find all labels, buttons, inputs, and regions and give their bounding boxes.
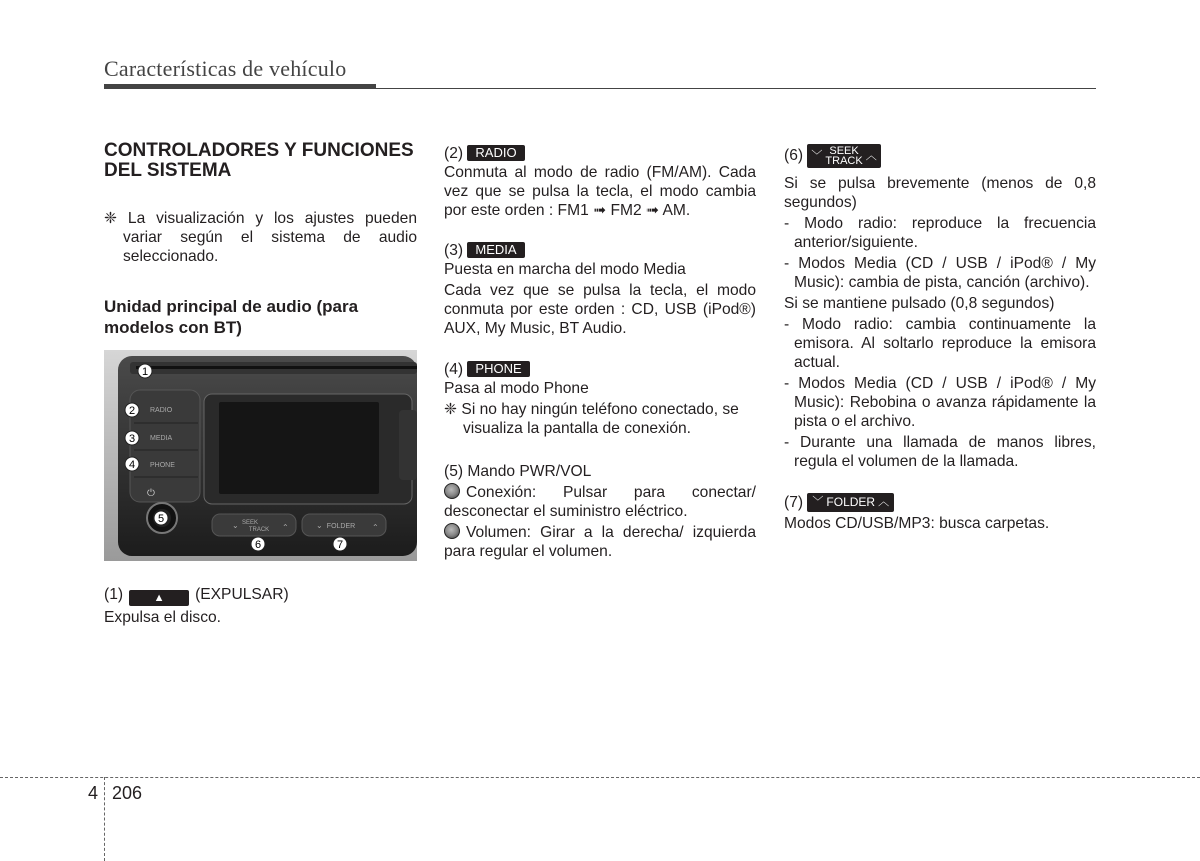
page-number: 206 (112, 783, 143, 803)
track-label: TRACK (248, 527, 270, 533)
middle-column (444, 144, 756, 561)
callout-7: 7 (336, 539, 344, 551)
folder-label: FOLDER (326, 523, 356, 530)
chapter-number: 4 (88, 783, 99, 803)
chevron-up-icon: ︿ (878, 496, 890, 509)
right-column (784, 144, 1096, 533)
list-item: - Modo radio: reproduce la frecuencia anterior/siguiente. (784, 215, 1096, 251)
item-1 (104, 585, 417, 627)
list-item: - Modos Media (CD / USB / iPod® / My Music): Rebobina o avanza rápidamente la pista o el archivo. (784, 375, 1096, 430)
item-1-description: Expulsa el disco. (104, 609, 222, 626)
chevron-down-icon: ⌄ (232, 521, 239, 530)
item-4-prefix: (4) (444, 361, 464, 378)
item-1-prefix: (1) (104, 586, 124, 603)
list-item: - Modos Media (CD / USB / iPod® / My Music): cambia de pista, canción (archivo). (784, 255, 1096, 291)
chevron-up-icon: ⌃ (282, 523, 289, 532)
item-3-prefix: (3) (444, 242, 464, 259)
item-6-short-press-intro: Si se pulsa brevemente (menos de 0,8 segundos) (784, 175, 1096, 211)
radio-button-label: RADIO (150, 407, 173, 414)
seek-track-badge: ﹀ SEEK TRACK ︿ (807, 144, 880, 168)
left-column (104, 141, 417, 338)
item-2-description: Conmuta al modo de radio (FM/AM). Cada vez que se pulsa la tecla, el modo cambia por este orden : FM1 ➟ FM2 ➟ AM. (444, 164, 756, 219)
item-3-description-2: Cada vez que se pulsa la tecla, el modo conmuta por este orden : CD, USB (iPod®) AUX, My Music, BT Audio. (444, 282, 756, 337)
eject-icon: ▲ (129, 590, 189, 606)
section-heading: CONTROLADORES Y FUNCIONES DEL SISTEMA (104, 140, 414, 181)
callout-6: 6 (254, 539, 262, 551)
item-5-title: (5) Mando PWR/VOL (444, 463, 592, 480)
header-rule-accent (104, 84, 376, 89)
item-6-long-press-list (784, 315, 1096, 471)
list-item: - Modo radio: cambia continuamente la emisora. Al soltarlo reproduce la emisora actual. (784, 316, 1096, 371)
phone-button-label: PHONE (150, 462, 175, 469)
callout-1: 1 (141, 366, 149, 378)
chevron-up-icon: ︿ (865, 149, 877, 162)
chevron-down-icon: ⌄ (316, 521, 323, 530)
item-6-prefix: (6) (784, 147, 804, 165)
list-item: - Durante una llamada de manos libres, regula el volumen de la llamada. (784, 434, 1096, 470)
folder-badge: ﹀ FOLDER ︿ (807, 493, 894, 512)
media-button-label: MEDIA (150, 435, 173, 442)
footer-rule (0, 777, 1200, 778)
media-badge: MEDIA (467, 242, 524, 258)
subsection-heading: Unidad principal de audio (para modelos con BT) (104, 297, 359, 337)
item-4-note: ❈ Si no hay ningún teléfono conectado, se visualiza la pantalla de conexión. (444, 401, 739, 437)
callout-3: 3 (128, 433, 136, 445)
callout-5: 5 (157, 513, 165, 525)
phone-badge: PHONE (467, 361, 529, 377)
radio-badge: RADIO (467, 145, 524, 161)
item-3-description-1: Puesta en marcha del modo Media (444, 261, 686, 278)
page-header-title: Características de vehículo (104, 56, 347, 81)
item-5-volume: Volumen: Girar a la derecha/ izquierda para regular el volumen. (444, 524, 756, 560)
note-symbol: ❈ (444, 401, 458, 418)
item-5-power: Conexión: Pulsar para conectar/ desconectar el suministro eléctrico. (444, 484, 756, 520)
item-7-description: Modos CD/USB/MP3: busca carpetas. (784, 515, 1050, 533)
item-6-short-press-list (784, 214, 1096, 292)
callout-2: 2 (128, 405, 136, 417)
note-symbol: ❈ (104, 210, 118, 227)
item-1-label: (EXPULSAR) (195, 586, 289, 603)
item-7-prefix: (7) (784, 494, 804, 511)
knob-icon (444, 523, 460, 539)
item-2-prefix: (2) (444, 145, 464, 162)
chevron-down-icon: ﹀ (812, 496, 824, 509)
audio-unit-illustration (104, 350, 417, 561)
seek-label: SEEK (241, 520, 259, 526)
chevron-up-icon: ⌃ (372, 523, 379, 532)
chevron-down-icon: ﹀ (811, 149, 823, 162)
knob-icon (444, 483, 460, 499)
item-6-long-press-intro: Si se mantiene pulsado (0,8 segundos) (784, 295, 1055, 312)
footer-divider (104, 777, 105, 861)
display-note: ❈ La visualización y los ajustes pueden variar según el sistema de audio seleccionado. (104, 210, 417, 265)
item-4-description: Pasa al modo Phone (444, 380, 589, 397)
power-icon: ⏻ (147, 488, 155, 499)
callout-4: 4 (128, 459, 136, 471)
